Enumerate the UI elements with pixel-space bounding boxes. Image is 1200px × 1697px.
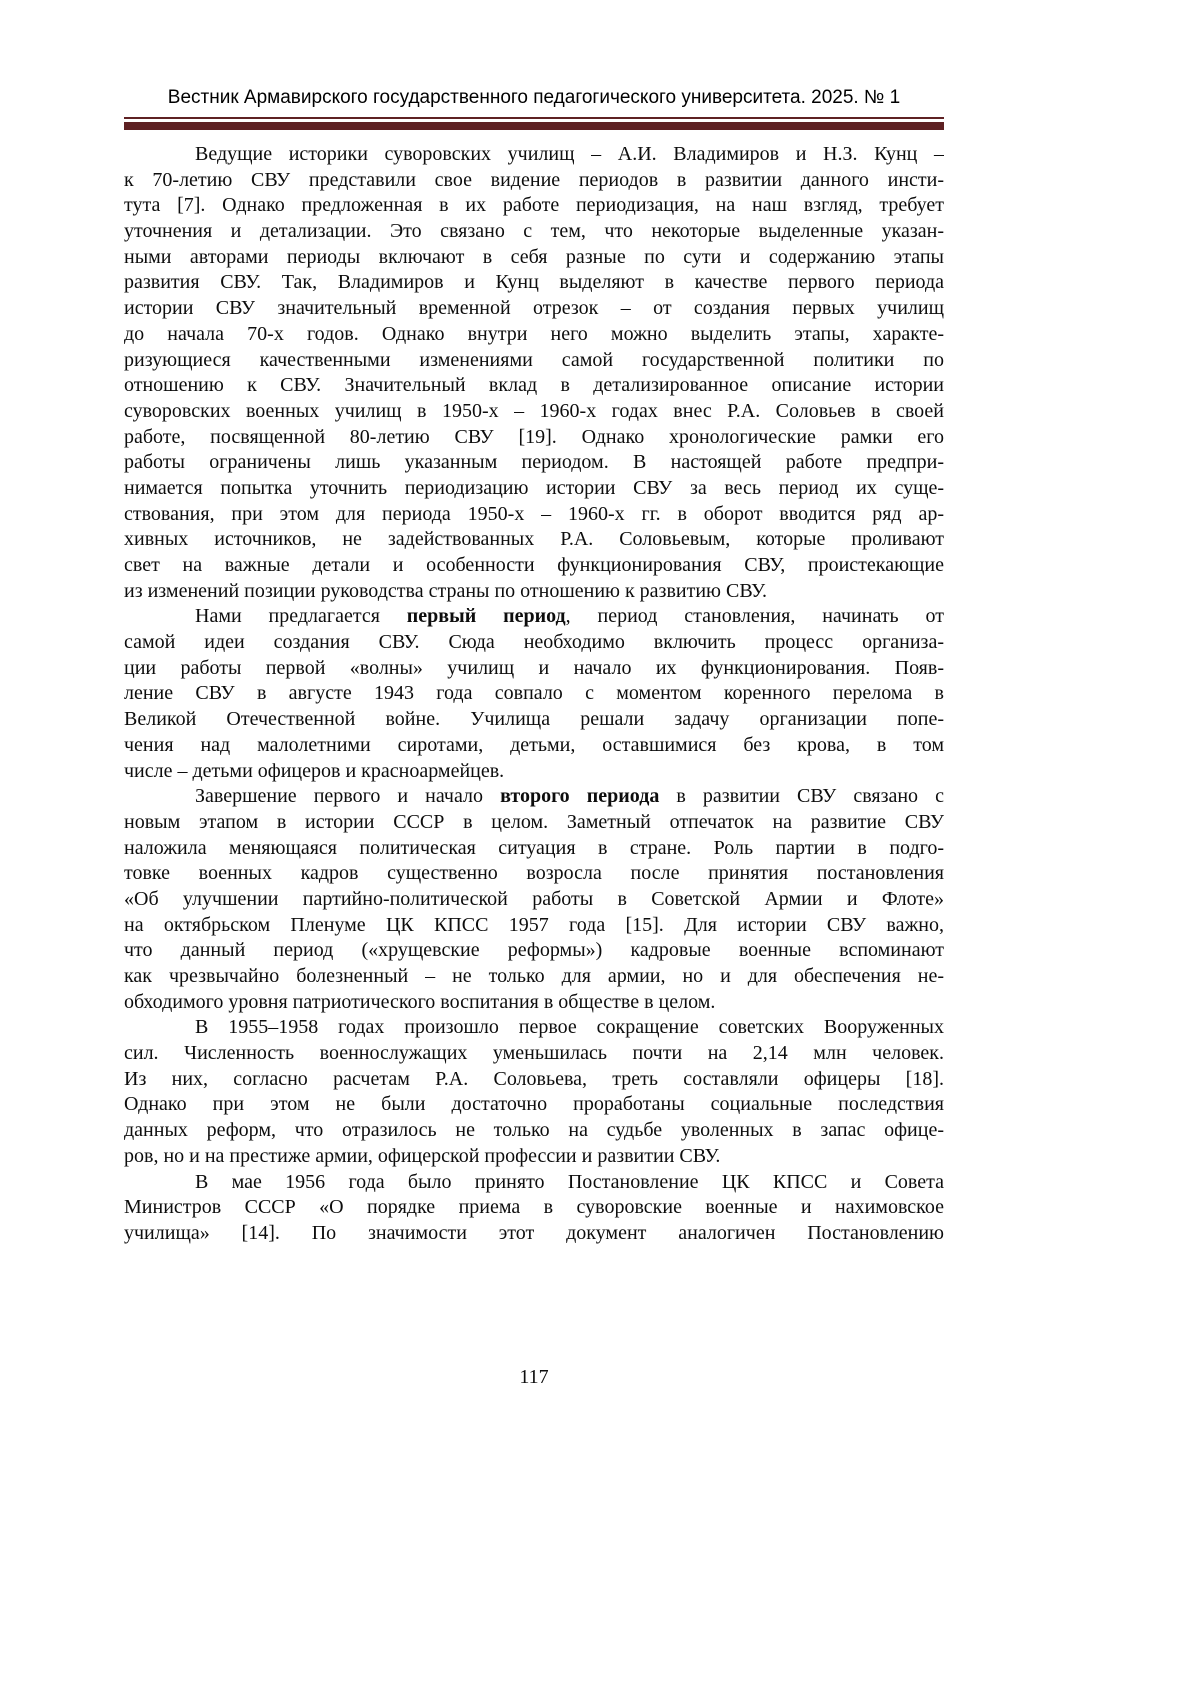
text-line: В мае 1956 года было принято Постановление ЦК КПСС и Совета (195, 1170, 944, 1193)
text-line: к 70-летию СВУ представили свое видение периодов в развитии данного инсти- (124, 168, 944, 191)
text-line: тута [7]. Однако предложенная в их работе периодизация, на наш взгляд, требует (124, 194, 944, 217)
text-line: Министров СССР «О порядке приема в суворовские военные и нахимовское (124, 1196, 944, 1219)
text-line: нимается попытка уточнить периодизацию истории СВУ за весь период их суще- (124, 476, 944, 499)
text-line: чения над малолетними сиротами, детьми, оставшимися без крова, в том (124, 733, 944, 756)
text-line: училища» [14]. По значимости этот документ аналогичен Постановлению (124, 1221, 944, 1244)
text-line: ными авторами периоды включают в себя разные по сути и содержанию этапы (124, 245, 944, 268)
text-line: до начала 70-х годов. Однако внутри него можно выделить этапы, характе- (124, 322, 944, 345)
header-rule-thick (124, 122, 944, 130)
body-text (124, 142, 944, 1247)
text-line: «Об улучшении партийно-политической работы в Советской Армии и Флоте» (124, 887, 944, 910)
text-line: Великой Отечественной войне. Училища решали задачу организации попе- (124, 708, 944, 731)
text-line: как чрезвычайно болезненный – не только для армии, но и для обеспечения не- (124, 965, 944, 987)
text-line: Нами предлагается первый период, период становления, начинать от (195, 605, 944, 628)
page-content (124, 86, 944, 1247)
text-line: развития СВУ. Так, Владимиров и Кунц выделяют в качестве первого периода (124, 271, 944, 294)
text-line: Завершение первого и начало второго периода в развитии СВУ связано с (195, 785, 944, 808)
text-line: новым этапом в истории СССР в целом. Заметный отпечаток на развитие СВУ (124, 810, 944, 833)
page-number: 117 (519, 1366, 549, 1388)
text-line: ров, но и на престиже армии, офицерской профессии и развитии СВУ. (124, 1144, 721, 1167)
text-line: свет на важные детали и особенности функционирования СВУ, проистекающие (124, 554, 944, 576)
text-line: уточнения и детализации. Это связано с тем, что некоторые выделенные указан- (124, 220, 944, 243)
text-line: сил. Численность военнослужащих уменьшилась почти на 2,14 млн человек. (124, 1042, 944, 1065)
text-line: из изменений позиции руководства страны по отношению к развитию СВУ. (124, 579, 767, 602)
text-line: данных реформ, что отразилось не только на судьбе уволенных в запас офице- (124, 1119, 944, 1142)
text-line: Однако при этом не были достаточно проработаны социальные последствия (124, 1093, 944, 1116)
text-line: ризующиеся качественными изменениями самой государственной политики по (124, 348, 944, 371)
text-line: самой идеи создания СВУ. Сюда необходимо включить процесс организа- (124, 631, 944, 654)
text-line: ции работы первой «волны» училищ и начало их функционирования. Появ- (124, 656, 944, 679)
text-line: наложила меняющаяся политическая ситуация в стране. Роль партии в подго- (124, 836, 944, 859)
text-line: ление СВУ в августе 1943 года совпало с моментом коренного перелома в (124, 682, 944, 705)
text-line: В 1955–1958 годах произошло первое сокращение советских Вооруженных (195, 1016, 944, 1039)
text-line: числе – детьми офицеров и красноармейцев. (124, 759, 505, 782)
journal-header-title: Вестник Армавирского государственного педагогического университета. 2025. № 1 (167, 87, 901, 108)
text-line: хивных источников, не задействованных Р.А. Соловьевым, которые проливают (124, 528, 944, 551)
header-rule-thin (124, 117, 944, 119)
text-line: Из них, согласно расчетам Р.А. Соловьева, треть составляли офицеры [18]. (124, 1067, 944, 1090)
text-line: истории СВУ значительный временной отрезок – от создания первых училищ (124, 297, 944, 320)
text-line: отношению к СВУ. Значительный вклад в детализированное описание истории (124, 374, 944, 397)
text-line: обходимого уровня патриотического воспитания в обществе в целом. (124, 990, 716, 1013)
text-line: работы ограничены лишь указанным периодом. В настоящей работе предпри- (124, 451, 944, 474)
text-line: суворовских военных училищ в 1950-х – 1960-х годах внес Р.А. Соловьев в своей (124, 399, 944, 422)
text-line: работе, посвященной 80-летию СВУ [19]. Однако хронологические рамки его (124, 425, 944, 448)
text-line: что данный период («хрущевские реформы») кадровые военные вспоминают (124, 939, 944, 962)
text-line: ствования, при этом для периода 1950-х – 1960-х гг. в оборот вводится ряд ар- (124, 502, 944, 525)
text-line: на октябрьском Пленуме ЦК КПСС 1957 года [15]. Для истории СВУ важно, (124, 913, 944, 936)
text-line: Ведущие историки суворовских училищ – А.И. Владимиров и Н.З. Кунц – (195, 143, 944, 165)
text-line: товке военных кадров существенно возросла после принятия постановления (124, 862, 944, 885)
